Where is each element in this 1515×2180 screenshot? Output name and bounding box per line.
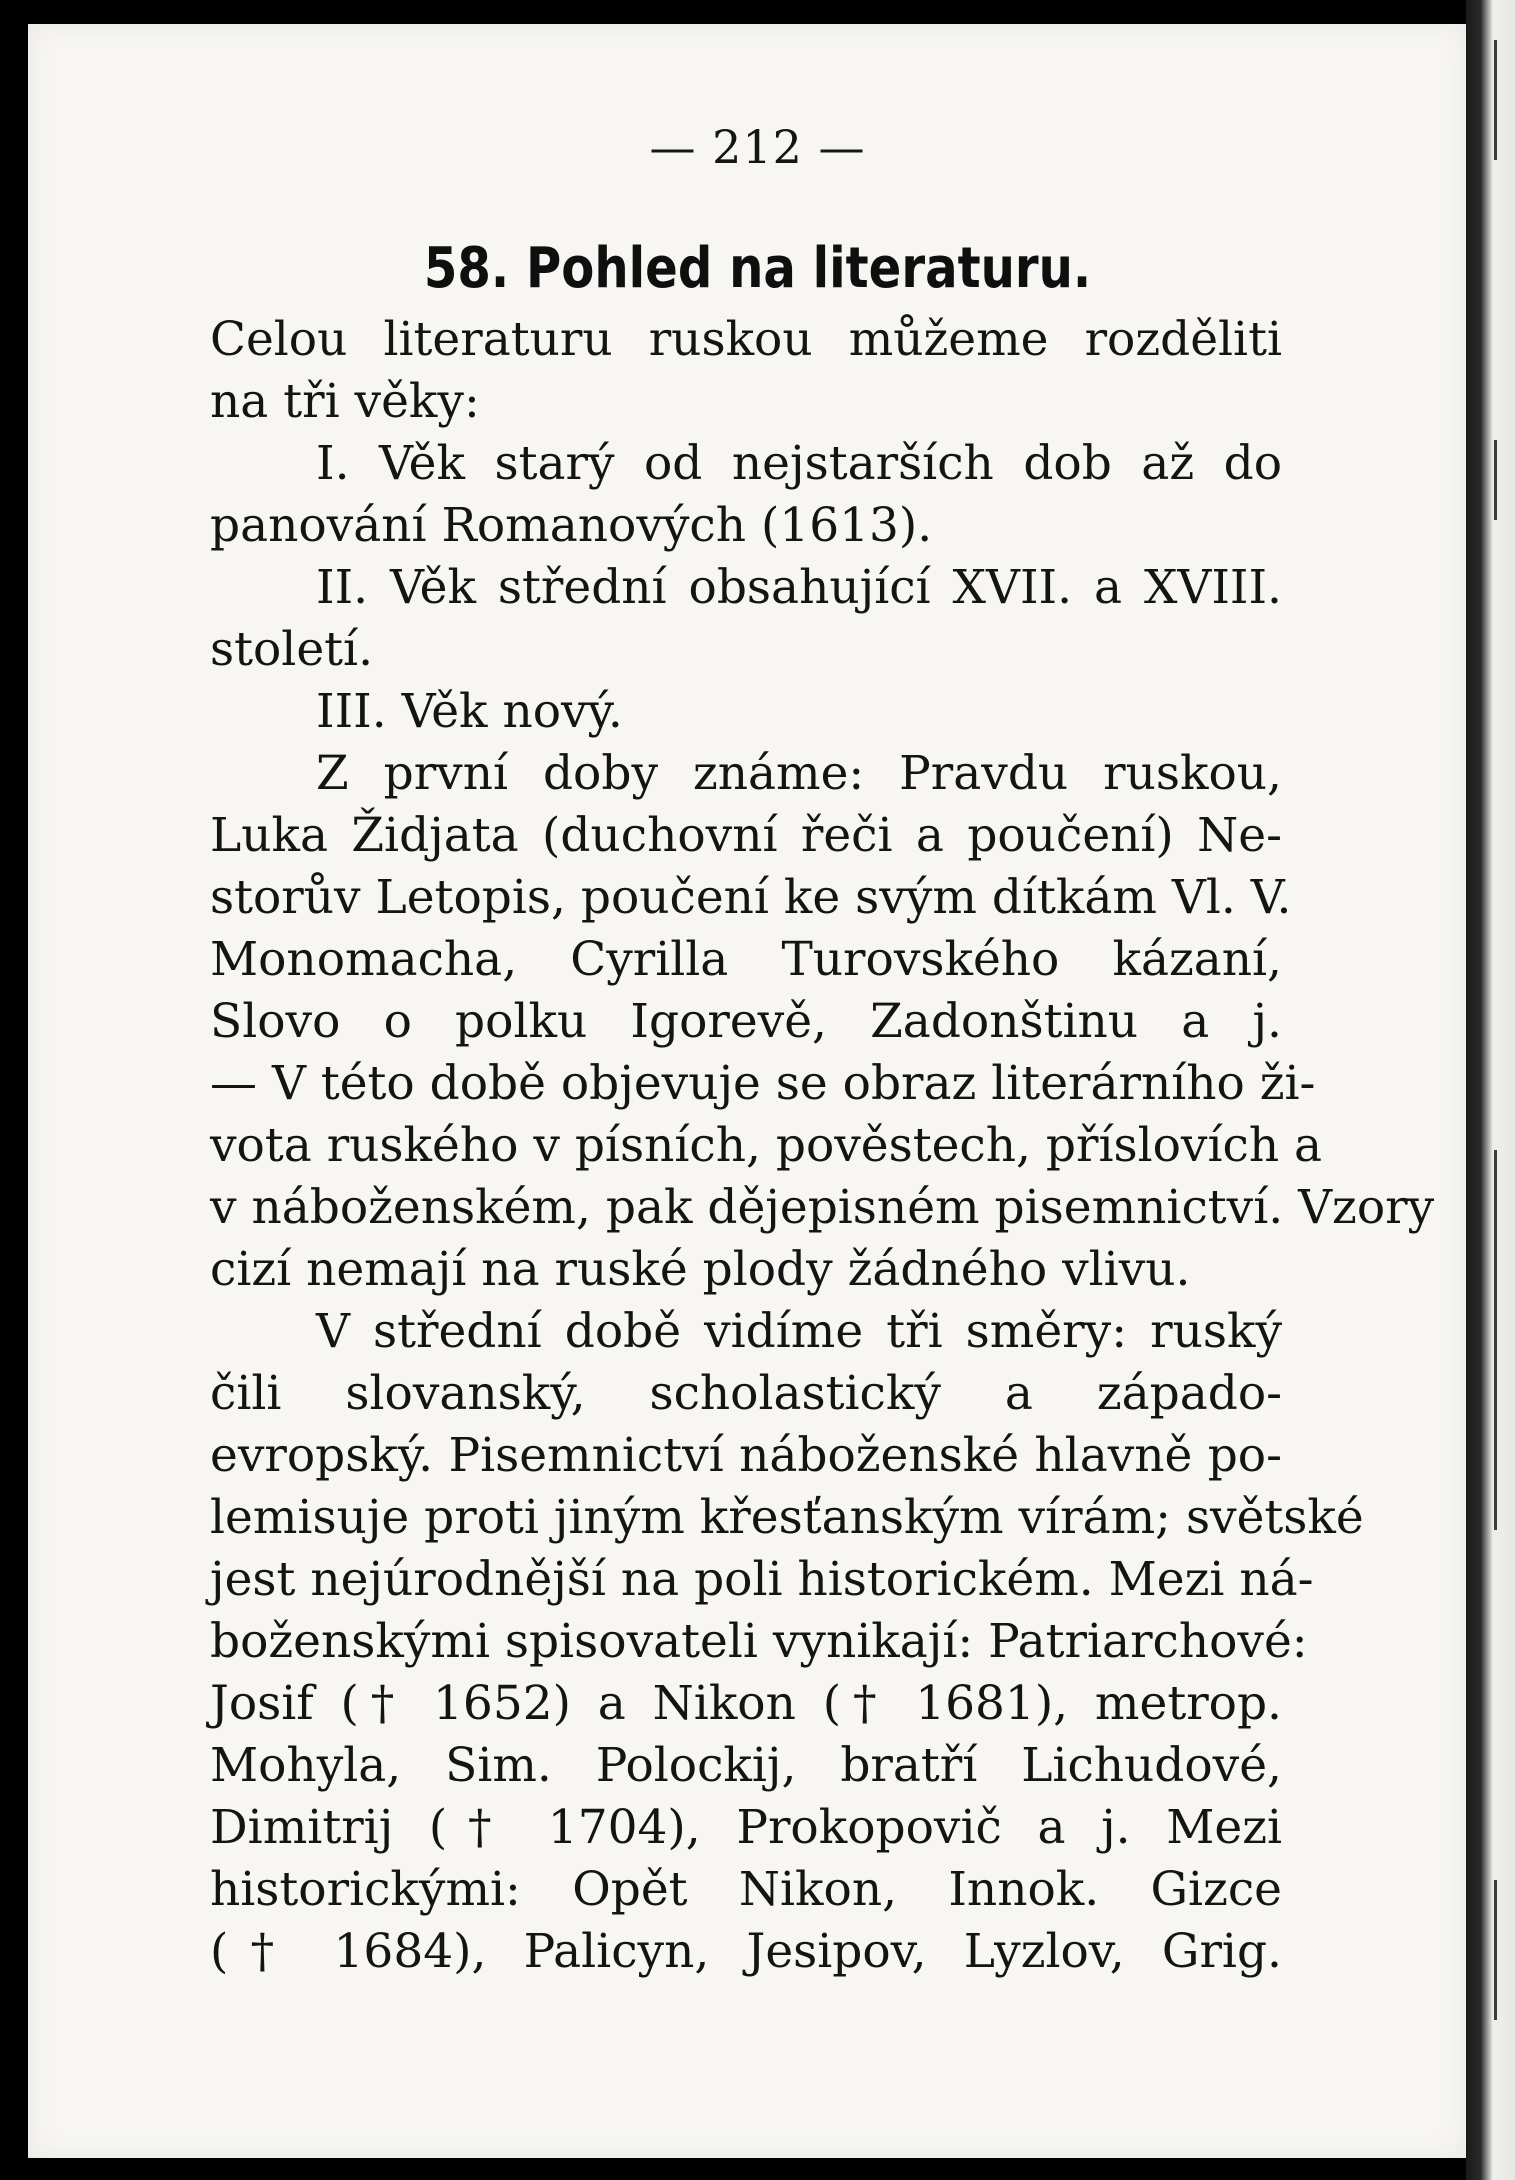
- text-line: V střední době vidíme tři směry: ruský: [316, 1304, 1282, 1359]
- text-line: jest nejúrodnější na poli historickém. Mezi ná-: [210, 1552, 1314, 1607]
- page-edge: [1466, 0, 1515, 2180]
- text-line: I. Věk starý od nejstarších dob až do: [316, 436, 1282, 491]
- text-line: Josif († 1652) a Nikon († 1681), metrop.: [210, 1676, 1282, 1731]
- text-line: historickými: Opět Nikon, Innok. Gizce: [210, 1862, 1282, 1917]
- text-line: Z první doby známe: Pravdu ruskou,: [316, 746, 1282, 801]
- text-line: v náboženském, pak dějepisném pisemnictví. Vzory: [210, 1180, 1435, 1235]
- edge-fiber: [1494, 440, 1497, 520]
- text-line: Dimitrij († 1704), Prokopovič a j. Mezi: [210, 1800, 1282, 1855]
- text-line: evropský. Pisemnictví náboženské hlavně po-: [210, 1428, 1282, 1483]
- edge-fiber: [1494, 1150, 1497, 1530]
- text-line: lemisuje proti jiným křesťanským vírám; světské: [210, 1490, 1364, 1545]
- page-number: — 212 —: [649, 120, 866, 174]
- text-line: Luka Židjata (duchovní řeči a poučení) Ne-: [210, 808, 1282, 863]
- text-line: II. Věk střední obsahující XVII. a XVIII.: [316, 560, 1282, 615]
- text-line: století.: [210, 622, 374, 677]
- text-line: čili slovanský, scholastický a západo-: [210, 1366, 1282, 1421]
- text-line: Celou literaturu ruskou můžeme rozděliti: [210, 312, 1282, 367]
- text-line: Monomacha, Cyrilla Turovského kázaní,: [210, 932, 1282, 987]
- text-line: Slovo o polku Igorevě, Zadonštinu a j.: [210, 994, 1282, 1049]
- text-line: boženskými spisovateli vynikají: Patriarchové:: [210, 1614, 1308, 1669]
- chapter-heading: 58. Pohled na literaturu.: [423, 236, 1092, 301]
- text-line: na tři věky:: [210, 374, 480, 429]
- edge-fiber: [1494, 1880, 1497, 2020]
- text-line: Mohyla, Sim. Polockij, bratří Lichudové,: [210, 1738, 1282, 1793]
- text-line: III. Věk nový.: [316, 684, 623, 739]
- text-line: panování Romanových (1613).: [210, 498, 933, 553]
- text-line: († 1684), Palicyn, Jesipov, Lyzlov, Grig.: [210, 1924, 1282, 1979]
- text-line: vota ruského v písních, pověstech, příslovích a: [210, 1118, 1323, 1173]
- text-line: cizí nemají na ruské plody žádného vlivu.: [210, 1242, 1191, 1297]
- text-line: — V této době objevuje se obraz literárního ži-: [210, 1056, 1316, 1111]
- text-line: storův Letopis, poučení ke svým dítkám Vl. V.: [210, 870, 1292, 925]
